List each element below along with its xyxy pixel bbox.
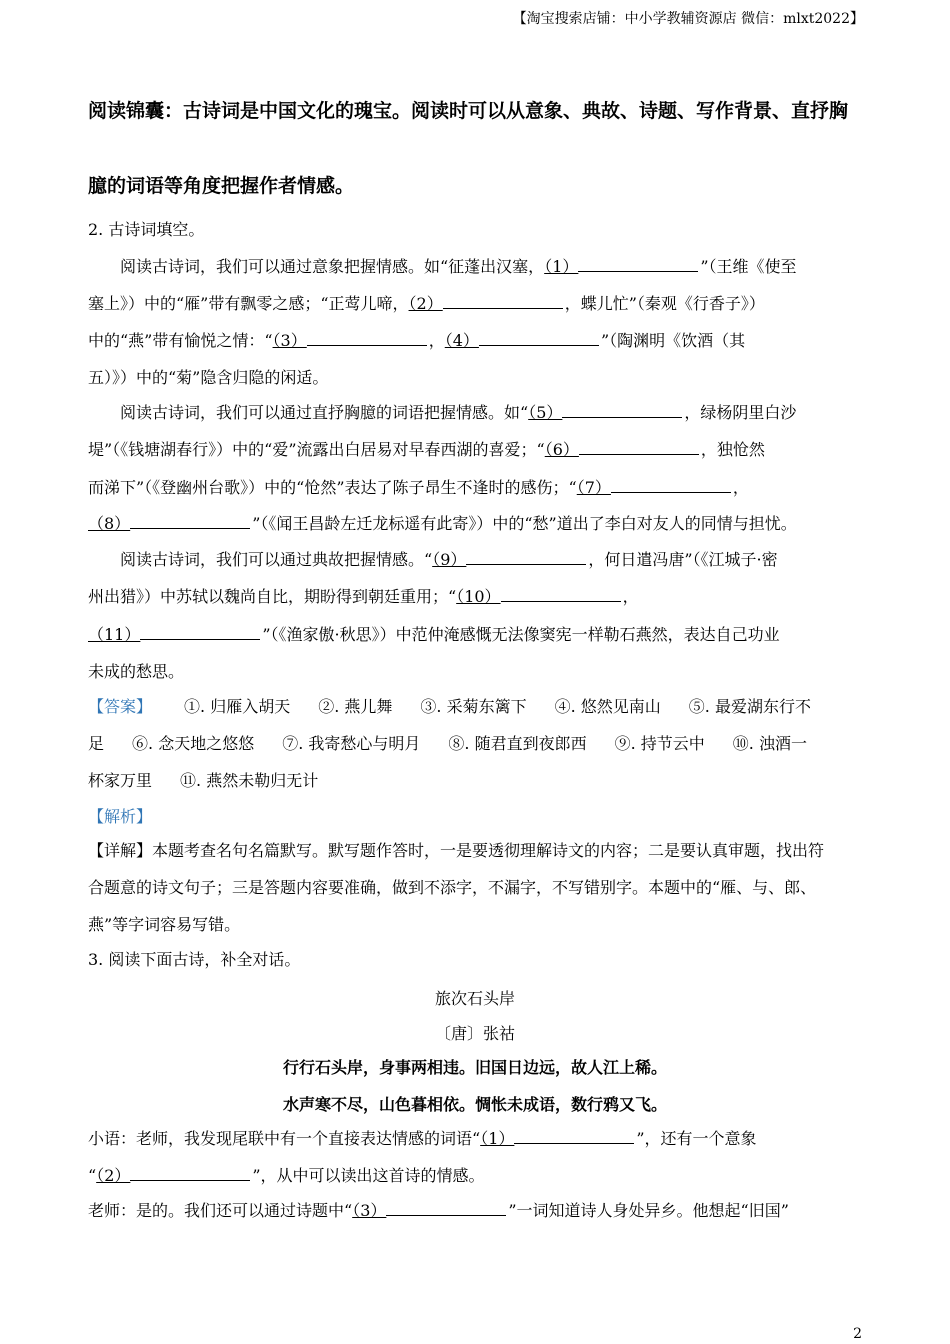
blank-9: （9）	[432, 550, 467, 569]
q2-line: 阅读古诗词，我们可以通过意象把握情感。如“征蓬出汉塞，（1） ”（王维《使至	[120, 257, 797, 276]
answer-line-2: 足 ⑥. 念天地之悠悠 ⑦. 我寄愁心与明月 ⑧. 随君直到夜郎西 ⑨. 持节云中 ⑩. 浊酒一	[88, 734, 807, 753]
header-note: 【淘宝搜索店铺：中小学教辅资源店 微信：mlxt2022】	[512, 11, 864, 27]
analysis-line: 合题意的诗文句子；三是答题内容要准确，做到不添字，不漏字，不写错别字。本题中的“雁、与、郎、	[88, 878, 817, 897]
blank-line	[514, 1129, 634, 1144]
blank-line	[443, 294, 563, 309]
blank-11: （11）	[88, 625, 141, 644]
q2-line: （11） ”（《渔家傲·秋思》）中范仲淹感慨无法像窦宪一样勒石燕然，表达自己功业	[88, 625, 780, 644]
blank-8: （8）	[88, 514, 131, 533]
dialogue-line-2: “（2） ”，从中可以读出这首诗的情感。	[88, 1166, 485, 1185]
blank-4: （4）	[444, 331, 479, 350]
poem-line-2: 水声寒不尽，山色暮相依。惆怅未成语，数行鸦又飞。	[282, 1095, 667, 1114]
blank-line	[501, 587, 621, 602]
blank-line	[562, 403, 682, 418]
q3-title: 3. 阅读下面古诗，补全对话。	[88, 950, 301, 969]
page-number: 2	[853, 1326, 862, 1342]
blank-2: （2）	[408, 294, 443, 313]
blank-line	[578, 257, 698, 272]
q2-line: 塞上》）中的“雁”带有飘零之感；“正莺儿啼，（2） ，蝶儿忙”（秦观《行香子》）	[88, 294, 765, 313]
blank-10: （10）	[456, 587, 501, 606]
answer-line-1: 【答案】 ①. 归雁入胡天 ②. 燕儿舞 ③. 采菊东篱下 ④. 悠然见南山 ⑤. 最爱湖东行不	[88, 697, 811, 716]
blank-line	[130, 1166, 250, 1181]
analysis-line: 燕”等字词容易写错。	[88, 915, 241, 934]
q2-line: 而涕下”（《登幽州台歌》）中的“怆然”表达了陈子昂生不逢时的感伤；“（7） ，	[88, 478, 749, 497]
blank-line	[307, 331, 427, 346]
blank-5: （5）	[528, 403, 563, 422]
poem-line-1: 行行石头岸，身事两相违。旧国日边远，故人江上稀。	[282, 1058, 667, 1077]
analysis-line: 【详解】本题考查名句名篇默写。默写题作答时，一是要透彻理解诗文的内容；二是要认真审题，找出符	[88, 841, 825, 860]
blank-6: （6）	[544, 440, 579, 459]
blank-1: （1）	[544, 257, 579, 276]
dialogue-line-3: 老师：是的。我们还可以通过诗题中“（3） ”一词知道诗人身处异乡。他想起“旧国”	[88, 1201, 789, 1220]
q2-line: 阅读古诗词，我们可以通过直抒胸臆的词语把握情感。如“（5） ，绿杨阴里白沙	[120, 403, 797, 422]
q2-line: 州出猎》）中苏轼以魏尚自比，期盼得到朝廷重用；“（10） ，	[88, 587, 639, 606]
blank-line	[479, 331, 599, 346]
blank-7: （7）	[576, 478, 611, 497]
blank-3: （3）	[272, 331, 307, 350]
blank-line	[579, 440, 699, 455]
q2-line: 阅读古诗词，我们可以通过典故把握情感。“（9） ，何日遣冯唐”（《江城子·密	[120, 550, 778, 569]
q3-blank-1: （1）	[480, 1129, 515, 1148]
q3-blank-3: （3）	[352, 1201, 387, 1220]
tips-line-2: 臆的词语等角度把握作者情感。	[88, 175, 355, 197]
tips-line-1: 阅读锦囊：古诗词是中国文化的瑰宝。阅读时可以从意象、典故、诗题、写作背景、直抒胸	[88, 100, 849, 122]
blank-line	[466, 550, 586, 565]
q2-line: （8） ”（《闻王昌龄左迁龙标遥有此寄》）中的“愁”道出了李白对友人的同情与担忧。	[88, 514, 797, 533]
poem-author: 〔唐〕张祜	[434, 1024, 515, 1043]
analysis-label: 【解析】	[88, 807, 153, 826]
answer-line-3: 杯家万里 ⑪. 燕然未勒归无计	[88, 771, 319, 790]
detail-label: 【详解】	[88, 841, 153, 860]
blank-line	[386, 1201, 506, 1216]
q2-line: 五）》）中的“菊”隐含归隐的闲适。	[88, 368, 329, 387]
blank-line	[130, 514, 250, 529]
q2-title: 2. 古诗词填空。	[88, 220, 205, 239]
poem-title: 旅次石头岸	[434, 989, 515, 1008]
blank-line	[611, 478, 731, 493]
q2-line: 未成的愁思。	[88, 662, 185, 681]
q3-blank-2: （2）	[96, 1166, 131, 1185]
blank-line	[140, 625, 260, 640]
answer-label: 【答案】	[88, 697, 153, 716]
q2-line: 中的“燕”带有愉悦之情：“（3） ，（4） ”（陶渊明《饮酒（其	[88, 331, 746, 350]
q2-line: 堤”（《钱塘湖春行》）中的“爱”流露出白居易对早春西湖的喜爱；“（6） ，独怆然	[88, 440, 765, 459]
dialogue-line-1: 小语：老师，我发现尾联中有一个直接表达情感的词语“（1） ”，还有一个意象	[88, 1129, 757, 1148]
